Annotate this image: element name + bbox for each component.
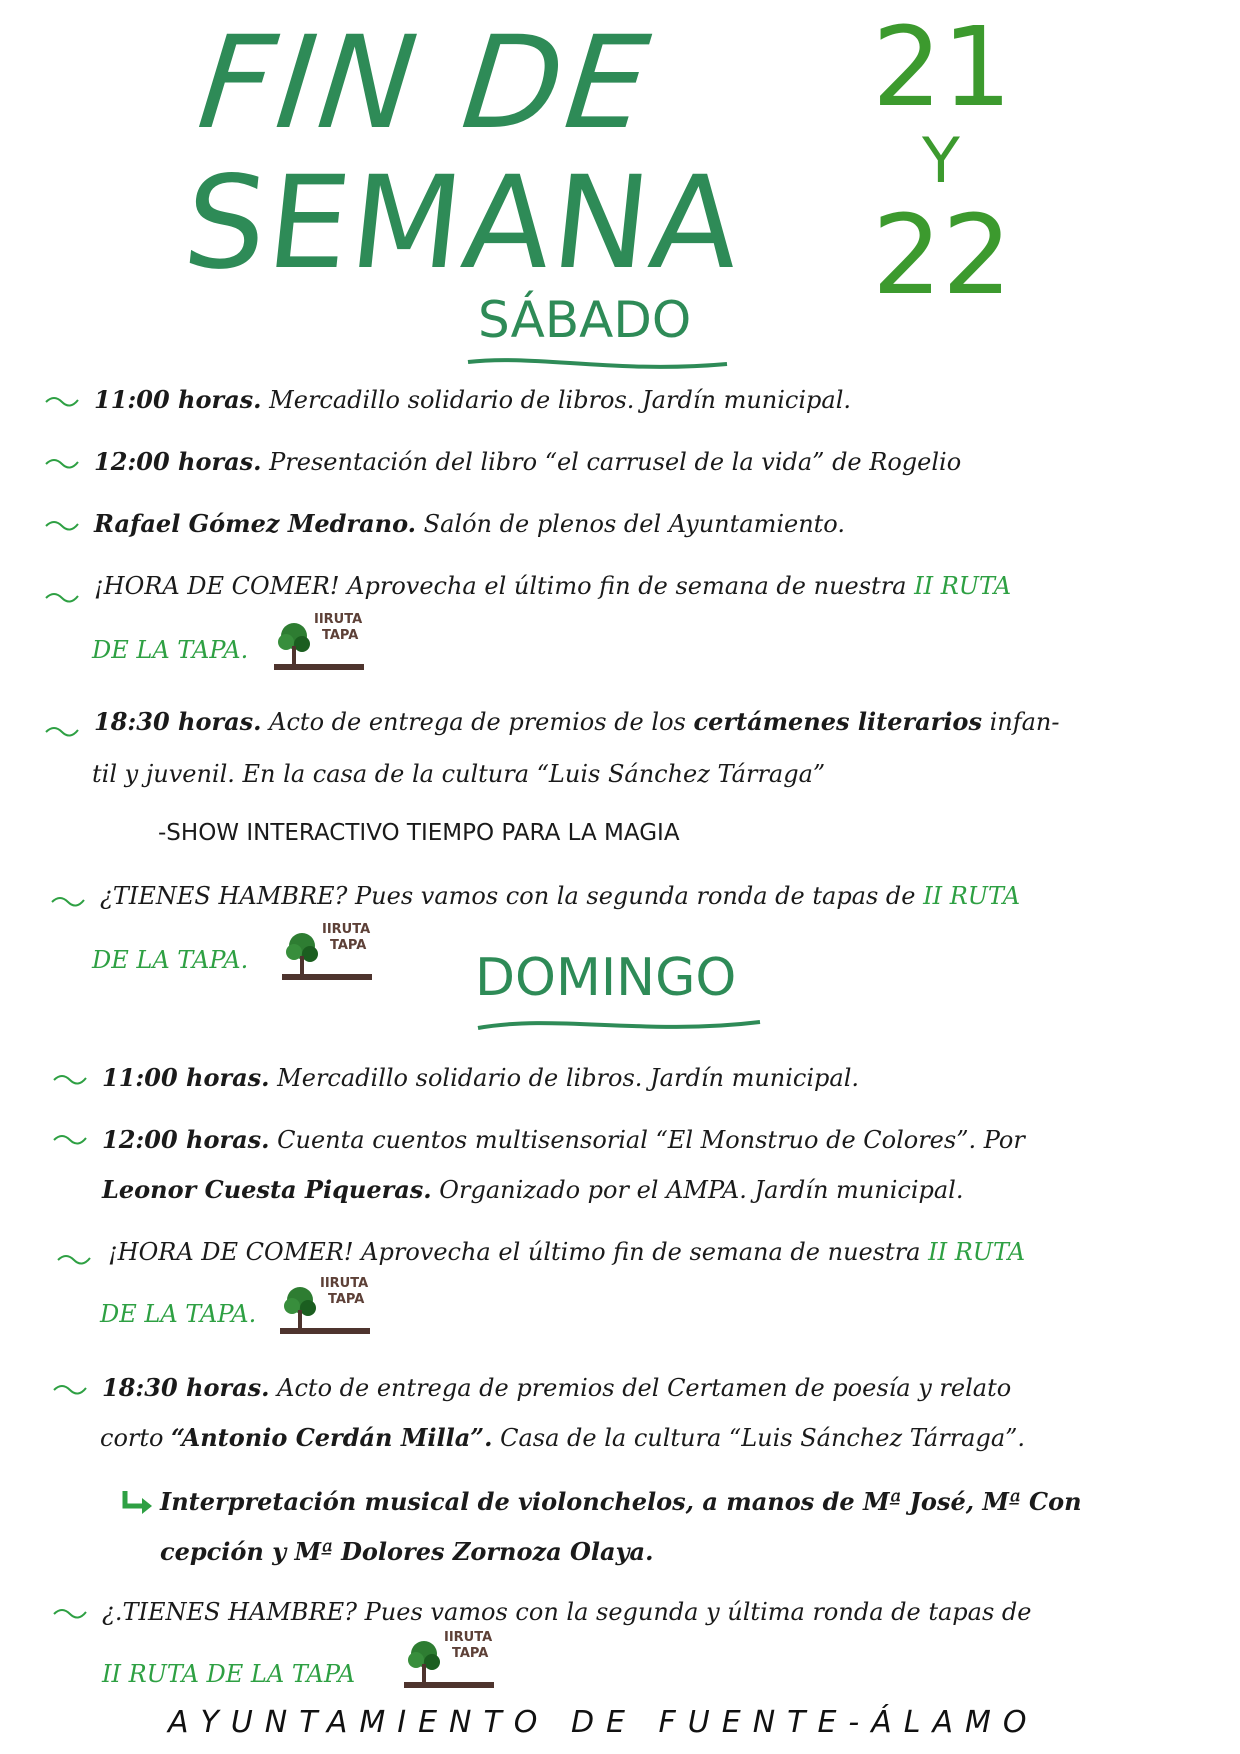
wave-bullet-icon [52,1070,90,1088]
domingo-line-8: Interpretación musical de violonchelos, a manos de Mª José, Mª Con [160,1487,1082,1516]
time-label: 18:30 horas. [102,1373,270,1402]
logo-line-2: TAPA [452,1646,489,1661]
time-label: 12:00 horas. [102,1125,270,1154]
logo-line-1: IIRUTA [320,1276,369,1291]
domingo-line-3 [102,1176,963,1205]
time-label: 11:00 horas. [102,1063,270,1092]
event-text: corto [100,1424,172,1452]
speaker-name: Rafael Gómez Medrano. [94,509,417,538]
wave-bullet-icon [44,722,82,740]
domingo-line-4 [108,1238,1025,1267]
logo-line-1: IIRUTA [444,1630,493,1645]
event-highlight: “Antonio Cerdán Milla”. [171,1423,493,1452]
event-text: ¡HORA DE COMER! Aprovecha el último fin de semana de nuestra [108,1238,929,1266]
wave-bullet-icon [52,1380,90,1398]
time-label: 11:00 horas. [94,385,262,414]
wave-bullet-icon [44,454,82,472]
ruta-highlight: II RUTA [923,882,1021,910]
sabado-line-9 [100,882,1020,911]
event-text: Mercadillo solidario de libros. Jardín municipal. [269,1064,860,1092]
event-text: Acto de entrega de premios del Certamen de poesía y relato [269,1374,1012,1402]
arrow-right-icon [120,1488,156,1516]
event-text: Casa de la cultura “Luis Sánchez Tárraga”. [492,1424,1026,1452]
event-text: Acto de entrega de premios de los [261,708,694,736]
wave-bullet-icon [44,516,82,534]
sabado-line-4 [94,572,1011,601]
domingo-line-7 [100,1424,1025,1453]
footer-organizer: AYUNTAMIENTO DE FUENTE-ÁLAMO [168,1705,1039,1740]
wave-bullet-icon [44,588,82,606]
ruta-tapa-logo [272,612,367,674]
logo-line-1: IIRUTA [314,612,363,627]
logo-line-2: TAPA [328,1292,365,1307]
logo-line-2: TAPA [322,628,359,643]
date-end: 22 [872,191,1012,319]
domingo-line-10: ¿.TIENES HAMBRE? Pues vamos con la segunda y última ronda de tapas de [102,1598,1032,1626]
saturday-underline [465,348,730,372]
ruta-highlight: II RUTA [928,1238,1026,1266]
event-text: Organizado por el AMPA. Jardín municipal. [431,1176,964,1204]
sabado-line-8: -SHOW INTERACTIVO TIEMPO PARA LA MAGIA [158,820,680,846]
event-text: Presentación del libro “el carrusel de la vida” de Rogelio [261,448,962,476]
saturday-heading: SÁBADO [478,291,692,349]
wave-bullet-icon [52,1130,90,1148]
ruta-highlight: II RUTA [914,572,1012,600]
domingo-line-2 [102,1126,1025,1155]
domingo-line-1 [102,1064,859,1093]
time-label: 18:30 horas. [94,707,262,736]
wave-bullet-icon [50,892,88,910]
wave-bullet-icon [44,392,82,410]
title-line-2: SEMANA [177,149,749,298]
ruta-highlight: II RUTA DE LA TAPA [102,1660,356,1688]
ruta-highlight: DE LA TAPA. [100,1300,257,1328]
domingo-line-9: cepción y Mª Dolores Zornoza Olaya. [160,1537,654,1566]
domingo-line-6 [102,1374,1011,1403]
sabado-line-3 [94,510,845,539]
ruta-highlight: DE LA TAPA. [92,636,249,664]
wave-bullet-icon [56,1250,94,1268]
event-text: ¡HORA DE COMER! Aprovecha el último fin de semana de nuestra [94,572,915,600]
ruta-tapa-logo [280,922,375,984]
sabado-line-7: til y juvenil. En la casa de la cultura “Luis Sánchez Tárraga” [92,760,826,788]
date-start: 21 [872,3,1012,131]
event-text: infan- [981,708,1060,736]
ruta-tapa-logo [278,1276,373,1338]
date-conjunction: Y [922,124,960,197]
sunday-underline [475,1008,765,1036]
event-text: Mercadillo solidario de libros. Jardín municipal. [261,386,852,414]
logo-line-2: TAPA [330,938,367,953]
logo-line-1: IIRUTA [322,922,371,937]
sunday-heading: DOMINGO [475,948,737,1008]
title-line-1: FIN DE [192,9,660,158]
speaker-name: Leonor Cuesta Piqueras. [102,1175,432,1204]
event-text: Cuenta cuentos multisensorial “El Monstruo de Colores”. Por [269,1126,1025,1154]
time-label: 12:00 horas. [94,447,262,476]
event-text: ¿TIENES HAMBRE? Pues vamos con la segunda ronda de tapas de [100,882,924,910]
sabado-line-6 [94,708,1059,737]
ruta-highlight: DE LA TAPA. [92,946,249,974]
event-highlight: certámenes literarios [693,707,982,736]
event-text: Salón de plenos del Ayuntamiento. [416,510,845,538]
wave-bullet-icon [52,1604,90,1622]
sabado-line-1 [94,386,851,415]
sabado-line-2 [94,448,961,477]
ruta-tapa-logo [402,1630,497,1692]
